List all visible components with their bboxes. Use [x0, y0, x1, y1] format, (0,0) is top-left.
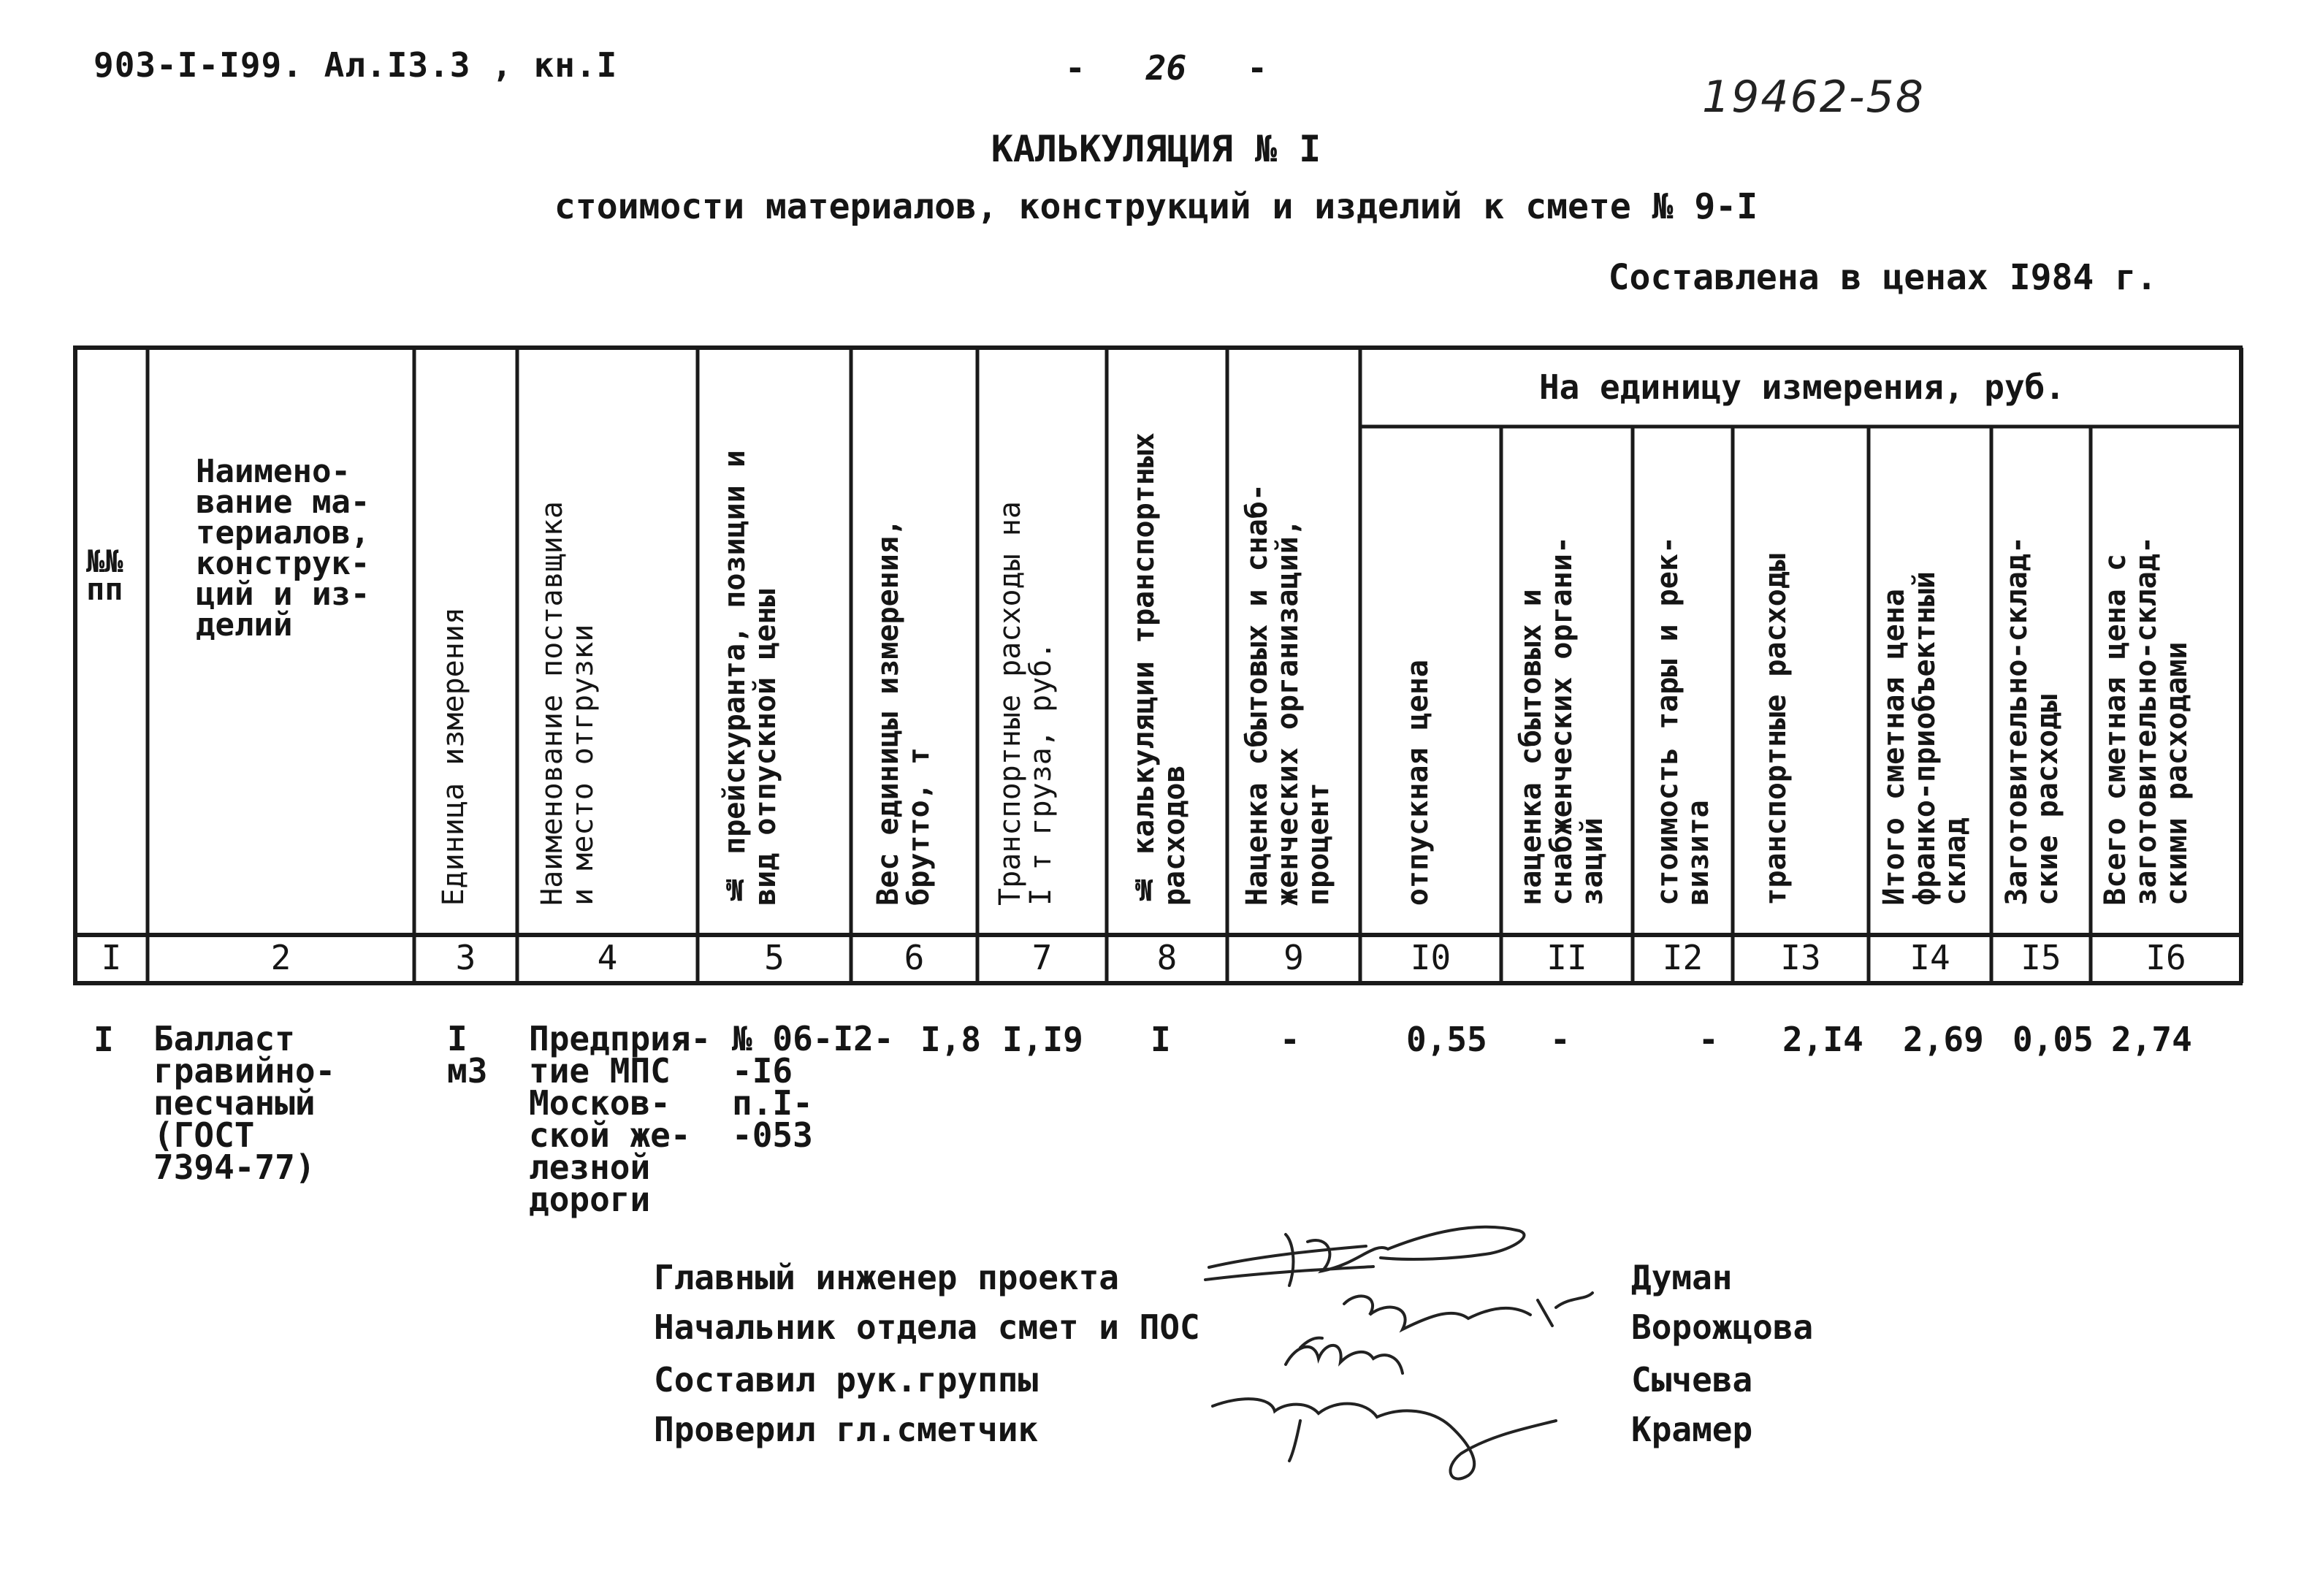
- header-col-12: стоимость тары и рек- визита: [1651, 536, 1715, 906]
- signature-name-4: Крамер: [1631, 1410, 1753, 1449]
- col-number-2: 2: [270, 938, 291, 977]
- row-c1: I: [94, 1020, 114, 1059]
- row-c5: № 06-I2- -I6 п.I- -053: [732, 1019, 894, 1155]
- document-title: КАЛЬКУЛЯЦИЯ № I: [991, 128, 1321, 170]
- signature-scribble-3: [1286, 1338, 1403, 1373]
- header-col-2: Наимено- вание ма- териалов, конструк- ций и из- делий: [196, 453, 370, 644]
- col-number-4: 4: [597, 938, 618, 977]
- row-c11: -: [1550, 1020, 1571, 1059]
- page-dash-left: -: [1065, 48, 1086, 88]
- col-number-15: I5: [2021, 938, 2061, 977]
- header-col-13: транспортные расходы: [1759, 554, 1793, 906]
- page-number-value: 26: [1145, 48, 1187, 88]
- page-dash-right: -: [1247, 48, 1267, 88]
- row-c6: I,8: [920, 1020, 982, 1059]
- col-number-3: 3: [455, 938, 476, 977]
- col-number-6: 6: [904, 938, 925, 977]
- row-c9: -: [1280, 1020, 1300, 1059]
- row-c4: Предприя- тие МПС Москов- ской же- лезной дороги: [529, 1019, 711, 1219]
- document-subtitle: стоимости материалов, конструкций и изделий к смете № 9-I: [554, 186, 1758, 227]
- header-col-3: Единица измерения: [437, 606, 470, 906]
- row-c16: 2,74: [2111, 1020, 2192, 1059]
- header-col-7: Транспортные расходы на I т груза, руб.: [993, 501, 1058, 906]
- registration-number: 19462-58: [1702, 72, 1925, 123]
- row-c2: Балласт гравийно- песчаный (ГОСТ 7394-77): [153, 1019, 336, 1187]
- signature-name-1: Думан: [1631, 1258, 1733, 1297]
- header-col-11: наценка сбытовых и снабженческих органи- заций: [1514, 536, 1609, 906]
- signature-title-1: Главный инженер проекта: [654, 1258, 1119, 1297]
- col-number-7: 7: [1031, 938, 1053, 977]
- row-c15: 0,05: [2012, 1020, 2094, 1059]
- signature-title-2: Начальник отдела смет и ПОС: [654, 1307, 1200, 1347]
- header-col-1: №№ пп: [86, 543, 123, 607]
- signature-title-3: Составил рук.группы: [654, 1360, 1039, 1400]
- col-number-9: 9: [1283, 938, 1304, 977]
- col-number-5: 5: [764, 938, 785, 977]
- signature-name-3: Сычева: [1631, 1360, 1753, 1400]
- signature-name-2: Ворожцова: [1631, 1307, 1814, 1347]
- row-c10: 0,55: [1406, 1020, 1487, 1059]
- header-col-8: № калькуляции транспортных расходов: [1127, 432, 1191, 906]
- col-number-14: I4: [1910, 938, 1950, 977]
- col-number-11: II: [1546, 938, 1587, 977]
- header-col-4: Наименование поставщика и место отгрузки: [535, 501, 600, 906]
- col-number-1: I: [101, 938, 122, 977]
- signature-scribble-1: [1205, 1227, 1524, 1286]
- header-col-5: № прейскуранта, позиции и вид отпускной цены: [718, 450, 782, 906]
- row-c3: I м3: [447, 1019, 488, 1091]
- col-number-10: I0: [1410, 938, 1451, 977]
- row-c13: 2,I4: [1782, 1020, 1863, 1059]
- header-col-14: Итого сметная цена франко-приобъектный склад: [1877, 571, 1972, 906]
- header-group-per-unit: На единицу измерения, руб.: [1538, 367, 2066, 407]
- col-number-13: I3: [1780, 938, 1821, 977]
- signature-scribble-4: [1213, 1399, 1556, 1478]
- header-col-16: Всего сметная цена с заготовительно-склад- скими расходами: [2099, 536, 2194, 906]
- signature-scribble-2: [1344, 1293, 1592, 1329]
- col-number-12: I2: [1662, 938, 1704, 977]
- document-code: 903-I-I99. Ал.I3.3 , кн.I: [94, 45, 618, 85]
- col-number-16: I6: [2145, 938, 2186, 977]
- header-col-9: Наценка сбытовых и снаб- женческих организаций, процент: [1240, 484, 1335, 906]
- header-col-15: Заготовительно-склад- ские расходы: [2000, 536, 2064, 906]
- prices-note: Составлена в ценах I984 г.: [1608, 257, 2157, 298]
- signature-title-4: Проверил гл.сметчик: [654, 1410, 1039, 1449]
- col-number-8: 8: [1156, 938, 1178, 977]
- header-col-10: отпускная цена: [1401, 659, 1435, 906]
- row-c14: 2,69: [1903, 1020, 1984, 1059]
- row-c7: I,I9: [1002, 1020, 1083, 1059]
- row-c12: -: [1698, 1020, 1719, 1059]
- row-c8: I: [1151, 1020, 1171, 1059]
- header-col-6: Вес единицы измерения, брутто, т: [871, 519, 936, 906]
